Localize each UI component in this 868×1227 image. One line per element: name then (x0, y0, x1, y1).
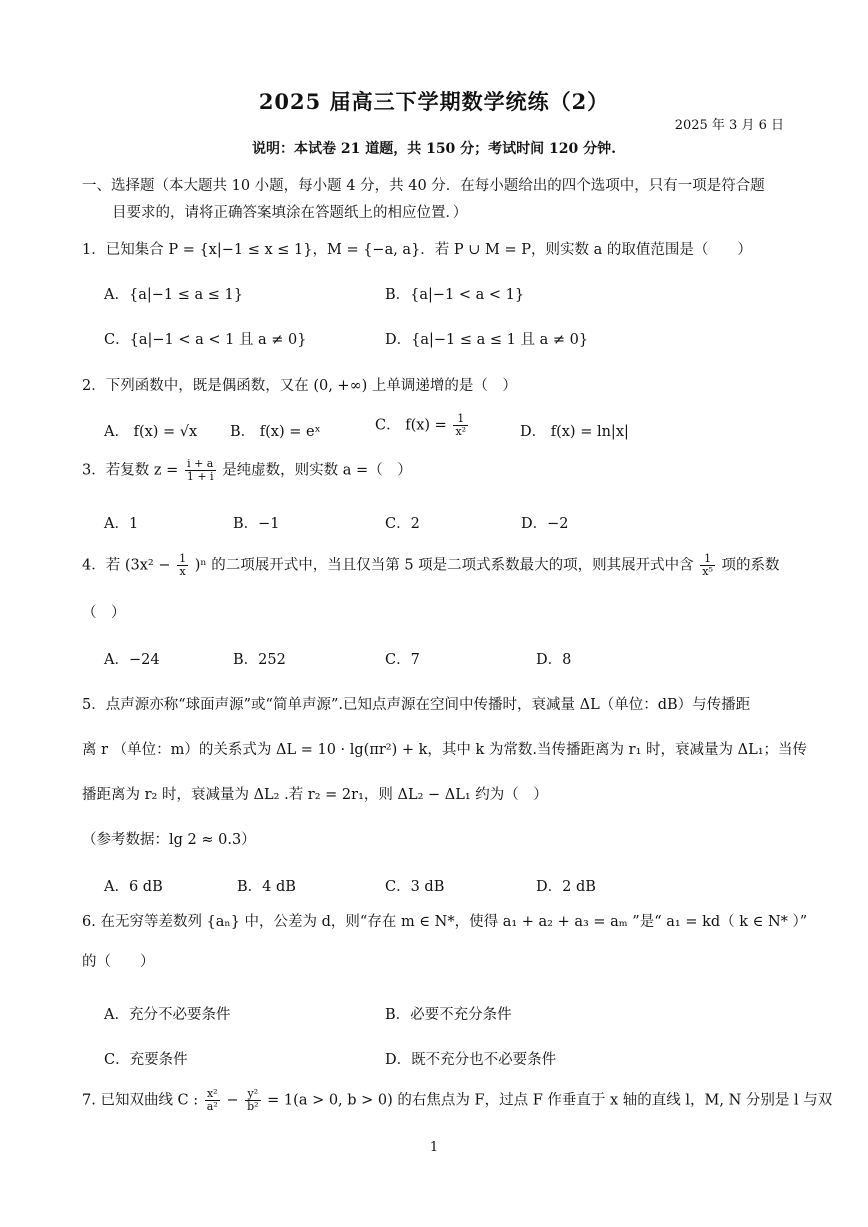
fraction-numerator: 1 (453, 413, 468, 426)
question-3-fraction (185, 458, 216, 483)
fraction-numerator: i + a (185, 458, 216, 471)
fraction-numerator: 1 (179, 552, 187, 565)
question-4-stem (82, 553, 780, 578)
question-4-option-c: C．7 (385, 652, 420, 668)
question-4-stem-line2: （ ） (82, 605, 126, 621)
question-3-option-d: D．−2 (521, 516, 569, 532)
question-2-option-c-fraction (453, 413, 468, 438)
fraction-denominator: 1 + i (186, 470, 214, 483)
question-5-stem-line2: 离 r （单位：m）的关系式为 ΔL = 10 · lg(πr²) + k，其中 k 为常数.当传播距离为 r₁ 时，衰减量为 ΔL₁；当传 (82, 742, 808, 758)
question-3-option-a: A．1 (104, 516, 139, 532)
fraction-numerator: y² (245, 1088, 260, 1101)
section-heading-line2: 目要求的，请将正确答案填涂在答题纸上的相应位置．） (112, 205, 468, 221)
page-title: 2025 届高三下学期数学统练（2） (258, 89, 610, 114)
question-5-option-c: C．3 dB (385, 879, 445, 895)
question-5-reference-data: （参考数据：lg 2 ≈ 0.3） (82, 832, 256, 848)
page-number: 1 (429, 1140, 439, 1155)
question-3-option-c: C．2 (385, 516, 420, 532)
question-3-stem-pre: 3．若复数 z = (82, 462, 179, 479)
question-4-stem-pre: 4．若 (3x² − (82, 557, 171, 574)
question-6-option-b: B．必要不充分条件 (385, 1007, 512, 1023)
question-2-option-c (375, 413, 470, 438)
question-5-option-b: B．4 dB (237, 879, 296, 895)
question-1-option-d: D．{a|−1 ≤ a ≤ 1 且 a ≠ 0} (385, 332, 589, 348)
question-3-stem-post: 是纯虚数，则实数 a =（ ） (222, 462, 412, 479)
question-4-stem-mid: )ⁿ 的二项展开式中，当且仅当第 5 项是二项式系数最大的项，则其展开式中含 (194, 557, 694, 574)
question-1-option-b: B．{a|−1 < a < 1} (385, 287, 525, 303)
fraction-denominator: b² (247, 1100, 259, 1113)
question-2-option-b: B． f(x) = eˣ (230, 424, 321, 440)
question-2-option-c-label: C． f(x) = (375, 417, 447, 434)
question-7-stem (82, 1088, 832, 1113)
fraction-numerator: 1 (700, 553, 715, 566)
question-4-stem-post: 项的系数 (721, 557, 780, 574)
question-2-option-d: D． f(x) = ln|x| (520, 424, 629, 440)
question-1-option-a: A．{a|−1 ≤ a ≤ 1} (104, 287, 243, 303)
question-5-option-a: A．6 dB (104, 879, 163, 895)
section-heading-line1: 一、选择题（本大题共 10 小题，每小题 4 分，共 40 分．在每小题给出的四个选项中，只有一项是符合题 (82, 178, 765, 194)
question-3-option-b: B．−1 (233, 516, 280, 532)
question-2-stem: 2．下列函数中，既是偶函数，又在 (0, +∞) 上单调递增的是（ ） (82, 378, 517, 394)
fraction-numerator: x² (205, 1088, 220, 1101)
question-5-stem-line3: 播距离为 r₂ 时，衰减量为 ΔL₂ .若 r₂ = 2r₁，则 ΔL₂ − ΔL₁ 约为（ ） (82, 787, 548, 803)
fraction-denominator: x² (455, 425, 467, 438)
question-7-fraction-1 (205, 1088, 220, 1113)
question-7-minus: − (226, 1092, 239, 1109)
question-6-option-a: A．充分不必要条件 (104, 1007, 231, 1023)
question-2-option-a: A． f(x) = √x (104, 424, 198, 440)
question-6-option-c: C．充要条件 (104, 1052, 188, 1068)
question-5-stem-line1: 5．点声源亦称“球面声源”或“简单声源”.已知点声源在空间中传播时，衰减量 ΔL（单位：dB）与传播距 (82, 697, 751, 713)
question-1-option-c: C．{a|−1 < a < 1 且 a ≠ 0} (104, 332, 307, 348)
question-4-option-b: B．252 (233, 652, 286, 668)
question-4-option-d: D．8 (536, 652, 572, 668)
question-6-stem-line2: 的（ ） (82, 954, 155, 970)
question-5-option-d: D．2 dB (536, 879, 596, 895)
exam-date: 2025 年 3 月 6 日 (674, 118, 784, 133)
exam-note: 说明：本试卷 21 道题，共 150 分；考试时间 120 分钟. (251, 141, 617, 157)
question-4-option-a: A．−24 (104, 652, 160, 668)
question-6-stem-line1: 6. 在无穷等差数列 {aₙ} 中，公差为 d，则“存在 m ∈ N*，使得 a₁ + a₂ + a₃ = aₘ ”是“ a₁ = kd（ k ∈ N* ）” (82, 914, 808, 930)
question-4-fraction-1 (177, 553, 188, 578)
question-3-stem (82, 458, 412, 483)
question-7-stem-pre: 7. 已知双曲线 C : (82, 1092, 199, 1109)
question-7-stem-post: = 1(a > 0, b > 0) 的右焦点为 F，过点 F 作垂直于 x 轴的直线 l，M, N 分别是 l 与双 (267, 1092, 833, 1109)
fraction-denominator: x (179, 565, 186, 578)
question-4-fraction-2 (700, 553, 715, 578)
question-6-option-d: D．既不充分也不必要条件 (385, 1052, 557, 1068)
question-1-stem: 1．已知集合 P = {x|−1 ≤ x ≤ 1}，M = {−a, a}．若 P ∪ M = P，则实数 a 的取值范围是（ ） (82, 242, 752, 258)
fraction-denominator: x⁵ (702, 565, 713, 578)
fraction-denominator: a² (206, 1100, 218, 1113)
question-7-fraction-2 (245, 1088, 260, 1113)
